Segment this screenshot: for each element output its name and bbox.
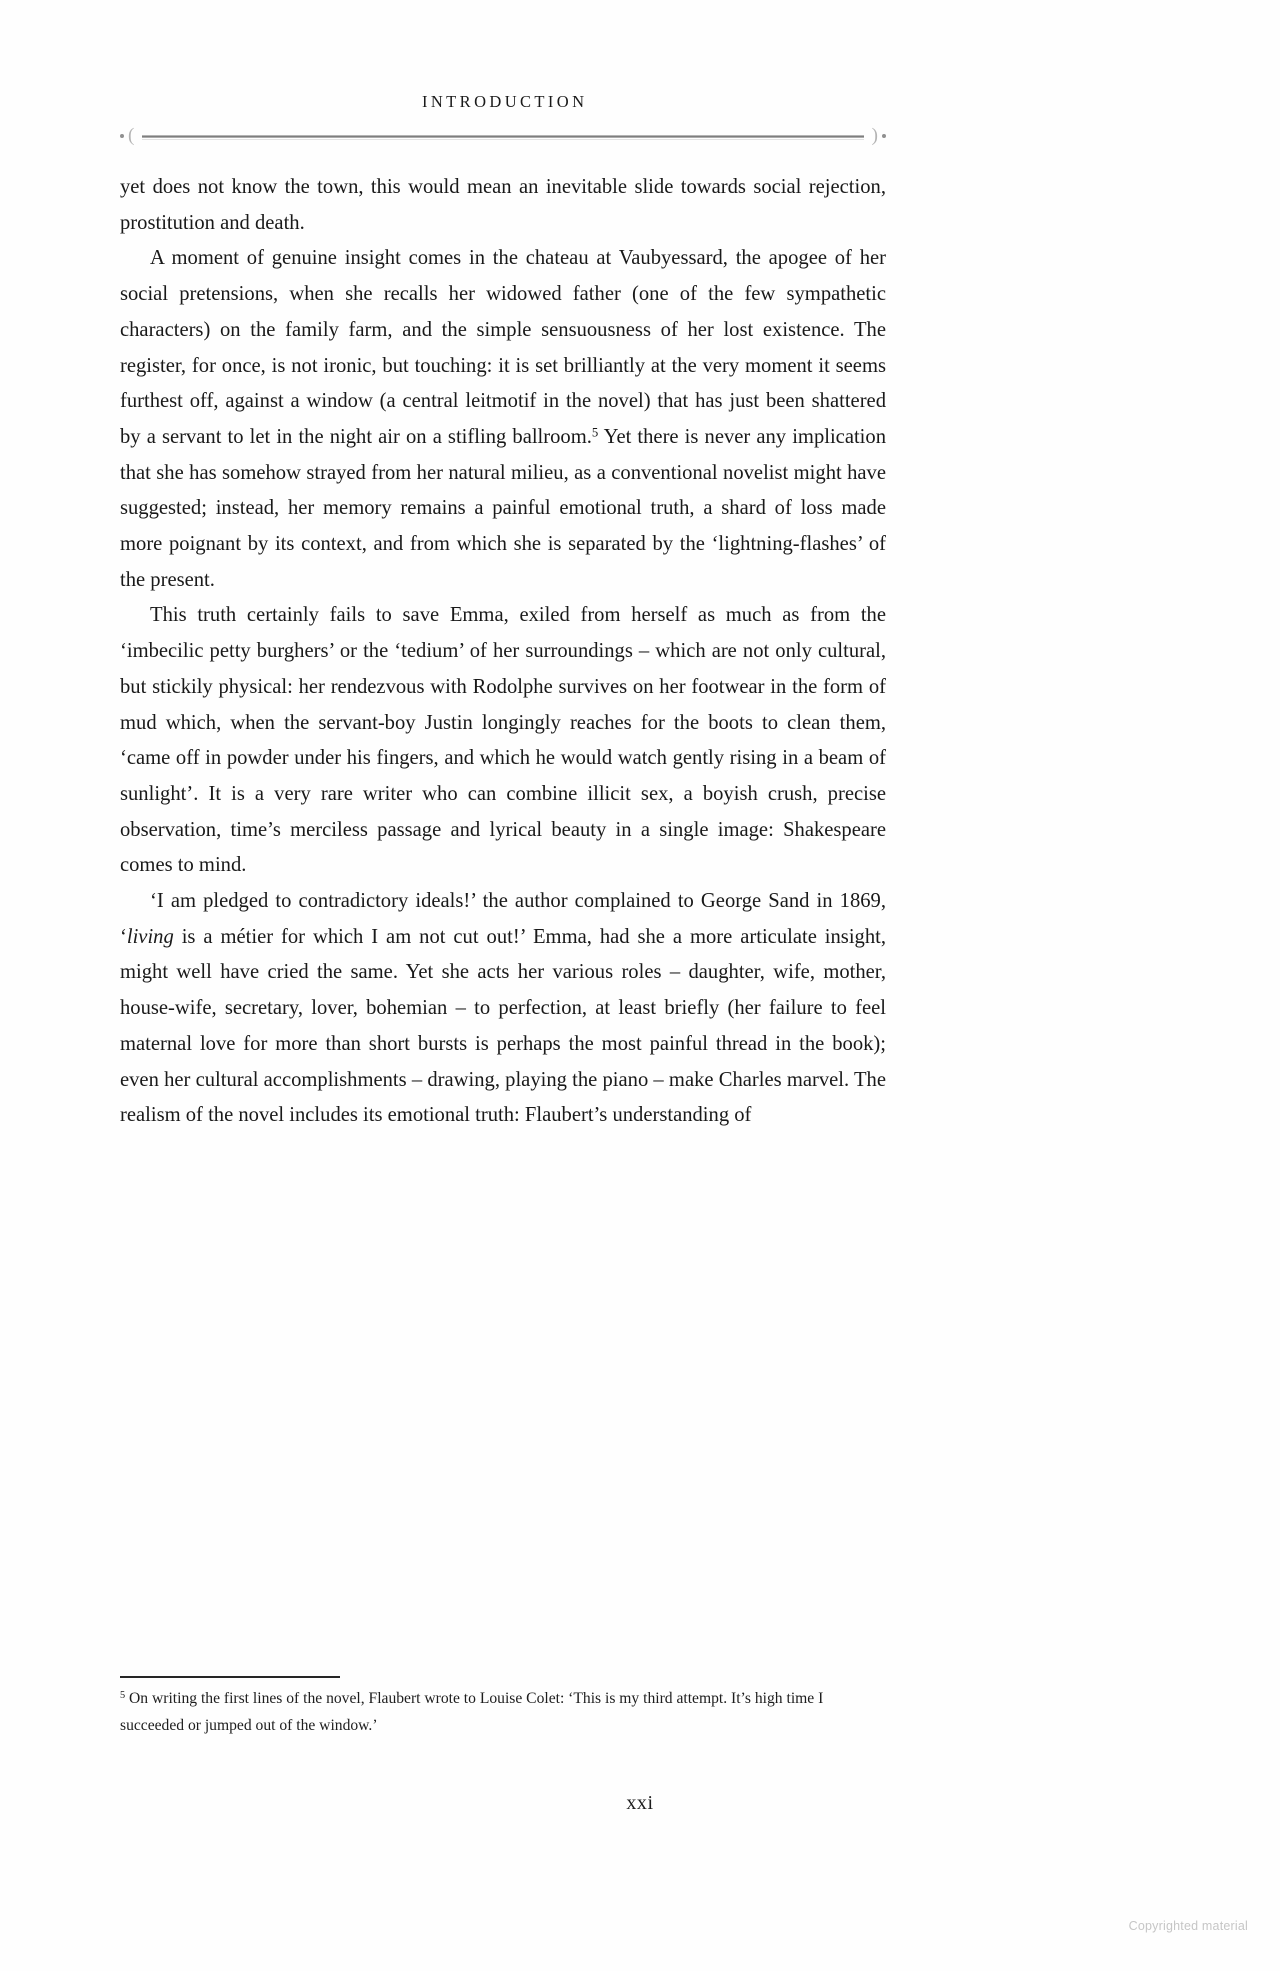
ornament-left-paren-icon: ( (128, 125, 135, 146)
footnote-separator-rule (120, 1676, 340, 1678)
page-number: xxi (626, 1792, 654, 1814)
footnote-reference-marker[interactable]: 5 (591, 425, 599, 440)
running-head: INTRODUCTION (421, 92, 588, 111)
footnote-marker: 5 (120, 1689, 126, 1701)
copyright-watermark: Copyrighted material (1128, 1919, 1248, 1933)
ornament-left-dot-icon (120, 134, 124, 138)
paragraph-text-after-note: Yet there is never any implication that she has somehow strayed from her natural milieu, as a conventional novelist might have suggested; instead, her memory remains a painful emotional truth, a shard of loss made more poignant by its context, and from which she is separated by the ‘lightning-flashes’ of the present. (120, 425, 886, 591)
paragraph-segment: ‘I am pledged to contradictory ideals!’ the author complained to George Sand in 1869, ‘ (120, 890, 886, 948)
paragraph: This truth certainly fails to save Emma, exiled from herself as much as from the ‘imbecilic petty burghers’ or the ‘tedium’ of her surroundings – which are not only cultural, but stickily physical: her rendezvous with Rodolphe survives on her footwear in the form of mud which, when the servant-boy Justin longingly reaches for the boots to clean them, ‘came off in powder under his fingers, and which he would watch gently rising in a beam of sunlight’. It is a very rare writer who can combine illicit sex, a boyish crush, precise observation, time’s merciless passage and lyrical beauty in a single image: Shakespeare comes to mind. (120, 604, 886, 877)
paragraph: yet does not know the town, this would mean an inevitable slide towards social rejection, prostitution and death. (120, 176, 886, 234)
paragraph (120, 241, 886, 598)
paragraph-segment: is a métier for which I am not cut out!’ Emma, had she a more articulate insight, might well have cried the same. Yet she acts her various roles – daughter, wife, mother, house-wife, secretary, lover, bohemian – to perfection, at least briefly (her failure to feel maternal love for more than short bursts is perhaps the most painful thread in the book); even her cultural accomplishments – drawing, playing the piano – make Charles marvel. The realism of the novel includes its emotional truth: Flaubert’s understanding of (120, 925, 886, 1127)
paragraph (120, 884, 886, 1134)
body-text (120, 170, 886, 1134)
ornament-line (142, 135, 864, 138)
paragraph-text-before-note: A moment of genuine insight comes in the chateau at Vaubyessard, the apogee of her social pretensions, when she recalls her widowed father (one of the few sympathetic characters) on the family farm, and the simple sensuousness of her lost existence. The register, for once, is not ironic, but touching: it is set brilliantly at the very moment it seems furthest off, against a window (a central leitmotif in the novel) that has just been shattered by a servant to let in the night air on a stifling ballroom. (120, 247, 886, 448)
footnote-text (120, 1686, 886, 1739)
ornament-right-paren-icon: ) (871, 125, 878, 146)
page-content-column (120, 0, 886, 1134)
ornamental-rule (120, 126, 886, 148)
footnote-body: On writing the first lines of the novel, Flaubert wrote to Louise Colet: ‘This is my third attempt. It’s high time I succeeded or jumped out of the window.’ (120, 1690, 824, 1734)
ornament-right-dot-icon (882, 134, 886, 138)
footnote-block (120, 1676, 886, 1739)
paragraph-segment-italic: living (126, 925, 174, 948)
